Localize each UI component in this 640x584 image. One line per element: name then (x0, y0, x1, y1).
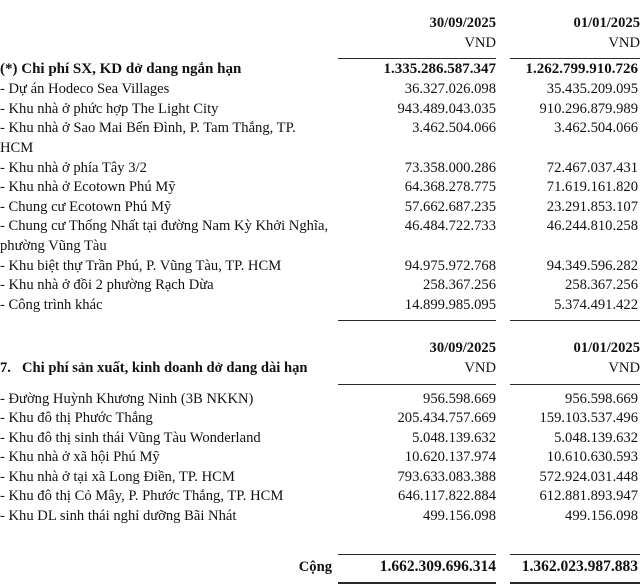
grand-total-label: Cộng (298, 559, 332, 576)
short-term-total-current: 1.335.286.587.347 (383, 61, 496, 78)
table-row (0, 409, 640, 429)
row-value-current: 10.620.137.974 (404, 449, 496, 466)
row-value-prior: 612.881.893.947 (539, 488, 638, 505)
table-row (0, 296, 640, 316)
row-label: - Khu nhà ở phức hợp The Light City (0, 100, 219, 117)
row-label: - Chung cư Thống Nhất tại đường Nam Kỳ Khởi Nghĩa, phường Vũng Tàu (0, 218, 329, 254)
grand-total-row (0, 555, 640, 578)
row-label: - Khu đô thị Cỏ Mây, P. Phước Thắng, TP. HCM (0, 488, 284, 505)
row-label: - Công trình khác (0, 296, 103, 313)
table-row (0, 448, 640, 468)
row-value-current: 36.327.026.098 (404, 81, 496, 98)
row-label: - Khu nhà ở Ecotown Phú Mỹ (0, 179, 176, 196)
table-row (0, 178, 640, 198)
header-currency-row (0, 34, 640, 54)
closing-rule-prior (510, 315, 640, 321)
row-label: - Dự án Hodeco Sea Villages (0, 81, 170, 98)
short-term-title-row (0, 59, 640, 80)
short-term-total-prior: 1.262.799.910.726 (525, 61, 638, 78)
total-bottom-rule-prior (510, 578, 640, 584)
table-row (0, 217, 640, 256)
header-currency-current: VND (464, 34, 496, 51)
row-value-current: 57.662.687.235 (404, 198, 496, 215)
row-value-prior: 159.103.537.496 (539, 410, 638, 427)
spacer-row (0, 0, 640, 14)
row-value-prior: 258.367.256 (565, 277, 638, 294)
table-row (0, 119, 640, 158)
row-label: - Đường Huỳnh Khương Ninh (3B NKKN) (0, 390, 254, 407)
row-value-prior: 3.462.504.066 (554, 120, 638, 137)
header-date-current: 30/09/2025 (429, 15, 496, 31)
header-currency-blank (0, 34, 332, 54)
short-term-title: (*) Chi phí SX, KD dở dang ngắn hạn (0, 61, 242, 78)
row-label: - Khu nhà ở xã hội Phú Mỹ (0, 449, 160, 466)
row-value-current: 5.048.139.632 (412, 429, 496, 446)
table-row (0, 159, 640, 179)
table-row (0, 80, 640, 100)
short-term-closing-rule-row (0, 315, 640, 321)
grand-total-prior: 1.362.023.987.883 (521, 557, 638, 575)
long-term-section-number: 7. (0, 359, 11, 376)
row-label: - Khu DL sinh thái nghỉ dưỡng Bãi Nhát (0, 508, 237, 525)
total-bottom-rule-current (338, 578, 496, 584)
row-value-prior: 910.296.879.989 (539, 100, 638, 117)
row-value-current: 94.975.972.768 (404, 257, 496, 274)
row-value-prior: 46.244.810.258 (546, 218, 638, 235)
row-value-prior: 72.467.037.431 (546, 159, 638, 176)
table-row (0, 468, 640, 488)
row-value-current: 14.899.985.095 (404, 296, 496, 313)
table-row (0, 390, 640, 410)
header-date-row-2 (0, 339, 640, 359)
total-bottom-rule-row (0, 578, 640, 584)
header-date-current-2: 30/09/2025 (429, 340, 496, 357)
row-value-current: 3.462.504.066 (412, 120, 496, 137)
grand-total-current: 1.662.309.696.314 (379, 557, 496, 575)
long-term-table (0, 339, 640, 583)
row-value-current: 258.367.256 (423, 277, 496, 294)
row-value-current: 943.489.043.035 (397, 100, 496, 117)
table-row (0, 198, 640, 218)
header-date-blank-2 (0, 339, 332, 359)
long-term-title-row (0, 359, 640, 379)
row-value-prior: 5.374.491.422 (554, 296, 638, 313)
closing-rule-current (338, 315, 496, 321)
table-row (0, 507, 640, 527)
row-value-prior: 956.598.669 (565, 390, 638, 407)
table-row (0, 276, 640, 296)
row-value-prior: 572.924.031.448 (539, 468, 638, 485)
spacer-row-3 (0, 527, 640, 549)
header-date-prior: 01/01/2025 (573, 15, 640, 31)
header-date-row (0, 14, 640, 34)
header-date-blank (0, 14, 332, 34)
header-date-prior-2: 01/01/2025 (573, 340, 640, 357)
header-currency-prior: VND (608, 34, 640, 51)
row-label: - Khu nhà ở phía Tây 3/2 (0, 159, 147, 176)
row-value-prior: 5.048.139.632 (554, 429, 638, 446)
row-value-current: 499.156.098 (423, 508, 496, 525)
row-label: - Khu nhà ở Sao Mai Bến Đình, P. Tam Thắng, TP. HCM (0, 120, 296, 156)
row-label: - Khu biệt thự Trần Phú, P. Vũng Tàu, TP. HCM (0, 257, 282, 274)
table-row (0, 429, 640, 449)
table-row (0, 487, 640, 507)
row-value-prior: 35.435.209.095 (546, 81, 638, 98)
row-value-prior: 94.349.596.282 (546, 257, 638, 274)
row-value-current: 46.484.722.733 (404, 218, 496, 235)
row-value-prior: 23.291.853.107 (546, 198, 638, 215)
table-row (0, 257, 640, 277)
row-value-prior: 499.156.098 (565, 508, 638, 525)
row-value-current: 646.117.822.884 (398, 488, 496, 505)
row-value-current: 956.598.669 (423, 390, 496, 407)
row-value-prior: 10.610.630.593 (546, 449, 638, 466)
long-term-title-cell (0, 359, 332, 379)
row-label: - Khu đô thị Phước Thắng (0, 410, 153, 427)
row-value-current: 64.368.278.775 (404, 179, 496, 196)
row-label: - Khu nhà ở tại xã Long Điền, TP. HCM (0, 468, 235, 485)
row-value-prior: 71.619.161.820 (546, 179, 638, 196)
row-label: - Khu nhà ở đồi 2 phường Rạch Dừa (0, 277, 214, 294)
row-value-current: 73.358.000.286 (404, 159, 496, 176)
header-currency-current-2: VND (464, 359, 496, 376)
table-row (0, 100, 640, 120)
row-value-current: 793.633.083.388 (397, 468, 496, 485)
row-label: - Chung cư Ecotown Phú Mỹ (0, 198, 172, 215)
row-value-current: 205.434.757.669 (397, 410, 496, 427)
row-label: - Khu đô thị sinh thái Vũng Tàu Wonderland (0, 429, 261, 446)
header-currency-prior-2: VND (608, 359, 640, 376)
long-term-title: Chi phí sản xuất, kinh doanh dở dang dài hạn (22, 359, 308, 376)
